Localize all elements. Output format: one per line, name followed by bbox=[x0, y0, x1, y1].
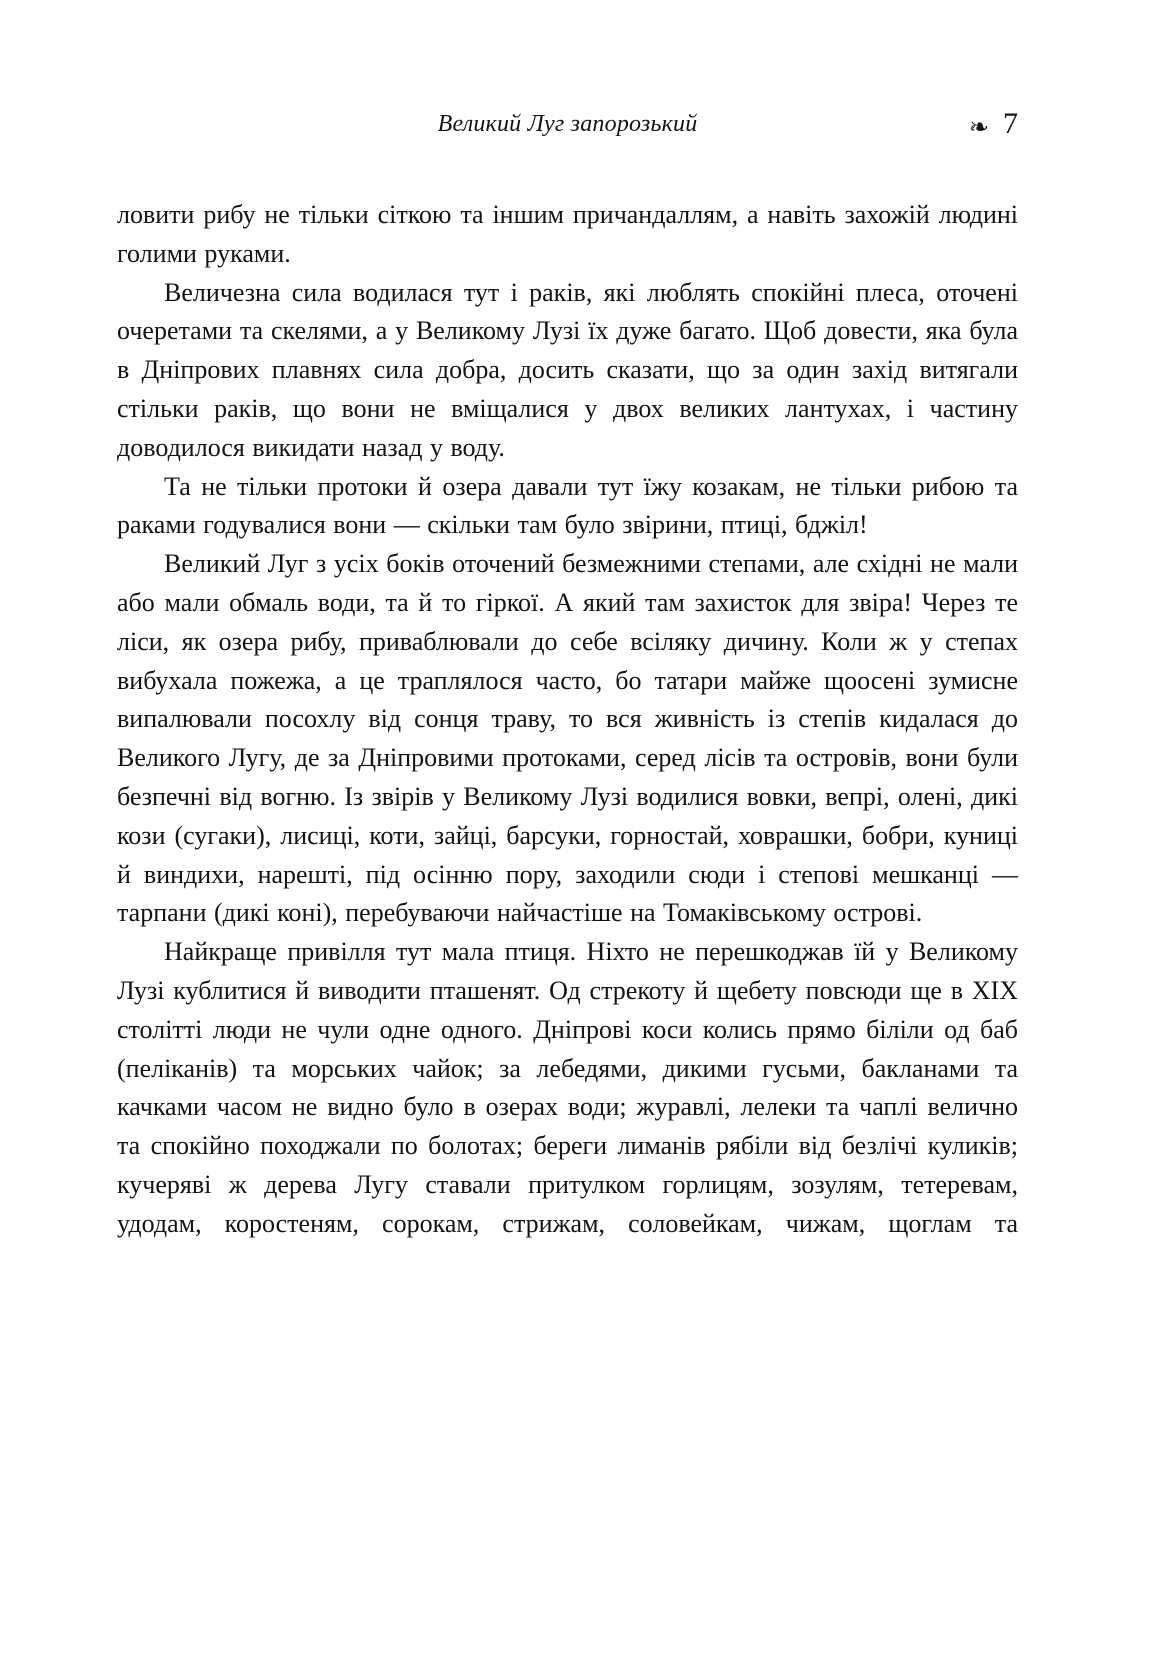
fleuron-ornament-icon: ❧ bbox=[968, 113, 989, 141]
running-title: Великий Луг запорозький bbox=[437, 111, 698, 137]
page-number: 7 bbox=[1003, 107, 1018, 140]
body-paragraph: Та не тільки протоки й озера давали тут їжу козакам, не тільки рибою та раками годувалися вони — скільки там було звірини, птиці, бджіл! bbox=[117, 471, 1018, 540]
header-right-group bbox=[969, 108, 1018, 141]
page-body bbox=[117, 196, 1018, 1244]
body-paragraph: Величезна сила водилася тут і раків, які люблять спокійні плеса, оточені очеретами та скелями, а у Великому Лузі їх дуже багато. Щоб довести, яка була в Дніпрових плавнях сила добра, досить сказати, що за один захід витягали стільки раків, що вони не вміщалися у двох великих лантухах, і частину доводилося викидати назад у воду. bbox=[117, 277, 1018, 462]
body-paragraph: ловити рибу не тільки сіткою та іншим причандаллям, а навіть захожій людині голими руками. bbox=[117, 200, 1018, 268]
body-paragraph: Найкраще привілля тут мала птиця. Ніхто не перешкоджав їй у Великому Лузі кублитися й виводити пташенят. Од стрекоту й щебету повсюди ще в XIX столітті люди не чули одне одного. Дніпрові коси колись прямо біліли од баб (пеліканів) та морських чайок; за лебедями, дикими гусьми, бакланами та качками часом не видно було в озерах води; журавлі, лелеки та чаплі велично та спокійно походжали по болотах; береги лиманів рябіли від безлічі куликів; кучеряві ж дерева Лугу ставали притулком горлицям, зозулям, тетеревам, удодам, коростеням, сорокам, стрижам, соловейкам, чижам, щоглам та bbox=[117, 937, 1018, 1238]
running-header bbox=[117, 108, 1018, 140]
body-paragraph: Великий Луг з усіх боків оточений безмежними степами, але східні не мали або мали обмаль води, та й то гіркої. А який там захисток для звіра! Через те ліси, як озера рибу, приваблювали до себе всіляку дичину. Коли ж у степах вибухала пожежа, а це траплялося часто, бо татари майже щоосені зумисне випалювали посохлу від сонця траву, то вся живність із степів кидалася до Великого Лугу, де за Дніпровими протоками, серед лісів та островів, вони були безпечні від вогню. Із звірів у Великому Лузі водилися вовки, вепрі, олені, дикі кози (сугаки), лисиці, коти, зайці, барсуки, горностай, ховрашки, бобри, куниці й виндихи, нарешті, під осінню пору, заходили сюди і степові мешканці — тарпани (дикі коні), перебуваючи найчастіше на Томаківському острові. bbox=[117, 549, 1018, 928]
